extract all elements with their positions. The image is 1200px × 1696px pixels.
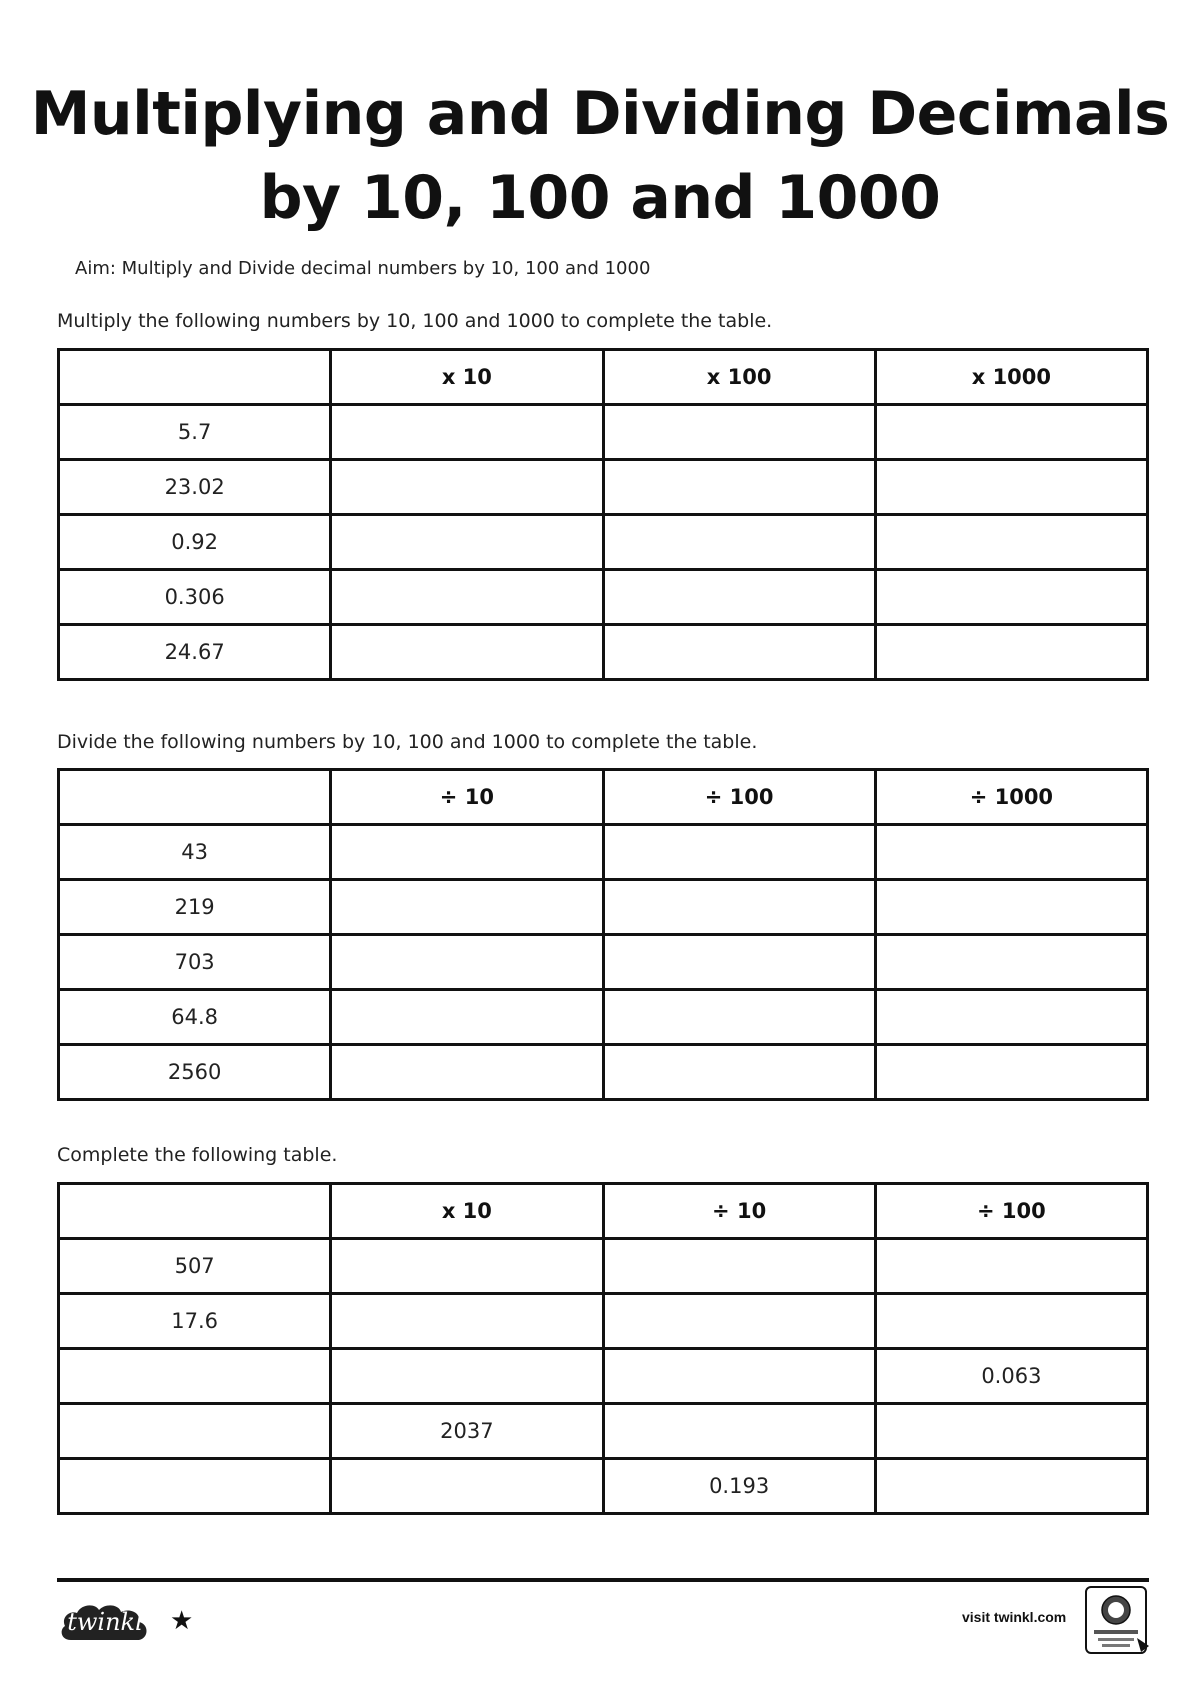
number-cell: 0.306 (59, 570, 331, 625)
number-cell: 64.8 (59, 990, 331, 1045)
header-cell: x 10 (331, 350, 603, 405)
section2-instruction: Divide the following numbers by 10, 100 and 1000 to complete the table. (57, 731, 758, 753)
answer-cell[interactable] (603, 935, 875, 990)
header-cell (59, 770, 331, 825)
answer-cell[interactable] (603, 515, 875, 570)
answer-cell[interactable] (875, 1239, 1147, 1294)
table-header-row (59, 350, 1148, 405)
answer-cell[interactable] (603, 1404, 875, 1459)
number-cell: 17.6 (59, 1294, 331, 1349)
table-row (59, 990, 1148, 1045)
twinkl-logo[interactable] (57, 1600, 153, 1646)
answer-cell[interactable] (331, 515, 603, 570)
answer-cell[interactable] (331, 1294, 603, 1349)
answer-cell[interactable] (875, 935, 1147, 990)
answer-cell[interactable] (875, 405, 1147, 460)
header-cell: x 100 (603, 350, 875, 405)
table-row (59, 405, 1148, 460)
number-cell: 23.02 (59, 460, 331, 515)
answer-cell[interactable] (331, 880, 603, 935)
quality-badge-icon (1085, 1586, 1151, 1654)
answer-cell[interactable] (875, 1294, 1147, 1349)
table-row (59, 625, 1148, 680)
answer-cell[interactable] (331, 1349, 603, 1404)
number-cell: 703 (59, 935, 331, 990)
table-header-row (59, 1184, 1148, 1239)
table-row (59, 880, 1148, 935)
answer-cell[interactable] (59, 1459, 331, 1514)
answer-cell[interactable] (331, 405, 603, 460)
answer-cell[interactable] (331, 990, 603, 1045)
header-cell: x 10 (331, 1184, 603, 1239)
table-header-row (59, 770, 1148, 825)
answer-cell[interactable] (875, 570, 1147, 625)
section3-instruction: Complete the following table. (57, 1144, 338, 1166)
number-cell: 0.92 (59, 515, 331, 570)
table-row (59, 1459, 1148, 1514)
answer-cell[interactable] (331, 570, 603, 625)
header-cell: ÷ 100 (875, 1184, 1147, 1239)
number-cell: 5.7 (59, 405, 331, 460)
section1-instruction: Multiply the following numbers by 10, 100 and 1000 to complete the table. (57, 310, 773, 332)
answer-cell[interactable] (331, 935, 603, 990)
answer-cell[interactable] (603, 1045, 875, 1100)
header-cell: ÷ 10 (603, 1184, 875, 1239)
header-cell: ÷ 10 (331, 770, 603, 825)
answer-cell[interactable] (331, 625, 603, 680)
header-cell: ÷ 100 (603, 770, 875, 825)
page-title (0, 72, 1200, 240)
answer-cell[interactable] (331, 1459, 603, 1514)
aim-text: Aim: Multiply and Divide decimal numbers by 10, 100 and 1000 (75, 258, 651, 279)
answer-cell[interactable] (603, 405, 875, 460)
answer-cell[interactable] (603, 570, 875, 625)
table-row (59, 825, 1148, 880)
answer-cell[interactable] (331, 825, 603, 880)
multiply-table (57, 348, 1149, 681)
answer-cell[interactable] (875, 880, 1147, 935)
divide-table (57, 768, 1149, 1101)
answer-cell[interactable] (331, 1239, 603, 1294)
table-row (59, 1239, 1148, 1294)
answer-cell[interactable] (603, 825, 875, 880)
answer-cell[interactable] (331, 460, 603, 515)
given-value-cell: 0.063 (875, 1349, 1147, 1404)
number-cell: 24.67 (59, 625, 331, 680)
answer-cell[interactable] (603, 1294, 875, 1349)
answer-cell[interactable] (875, 625, 1147, 680)
answer-cell[interactable] (875, 1404, 1147, 1459)
answer-cell[interactable] (59, 1404, 331, 1459)
answer-cell[interactable] (603, 1349, 875, 1404)
answer-cell[interactable] (875, 515, 1147, 570)
table-row (59, 1349, 1148, 1404)
answer-cell[interactable] (603, 625, 875, 680)
table-row (59, 460, 1148, 515)
table-row (59, 935, 1148, 990)
header-cell: ÷ 1000 (875, 770, 1147, 825)
given-value-cell: 0.193 (603, 1459, 875, 1514)
mixed-table (57, 1182, 1149, 1515)
answer-cell[interactable] (603, 990, 875, 1045)
star-icon[interactable]: ★ (170, 1606, 194, 1636)
table-row (59, 515, 1148, 570)
number-cell: 2560 (59, 1045, 331, 1100)
answer-cell[interactable] (59, 1349, 331, 1404)
logo-text: twinkl (67, 1608, 143, 1636)
title-line-2: by 10, 100 and 1000 (259, 163, 941, 233)
table-row (59, 1404, 1148, 1459)
answer-cell[interactable] (875, 825, 1147, 880)
answer-cell[interactable] (875, 990, 1147, 1045)
number-cell: 219 (59, 880, 331, 935)
table-row (59, 1045, 1148, 1100)
answer-cell[interactable] (331, 1045, 603, 1100)
visit-link[interactable]: visit twinkl.com (962, 1609, 1067, 1625)
number-cell: 507 (59, 1239, 331, 1294)
answer-cell[interactable] (603, 880, 875, 935)
given-value-cell: 2037 (331, 1404, 603, 1459)
table-row (59, 570, 1148, 625)
answer-cell[interactable] (603, 1239, 875, 1294)
header-cell (59, 1184, 331, 1239)
answer-cell[interactable] (603, 460, 875, 515)
number-cell: 43 (59, 825, 331, 880)
table-row (59, 1294, 1148, 1349)
footer-divider (57, 1578, 1149, 1582)
header-cell (59, 350, 331, 405)
answer-cell[interactable] (875, 1045, 1147, 1100)
header-cell: x 1000 (875, 350, 1147, 405)
answer-cell[interactable] (875, 1459, 1147, 1514)
title-line-1: Multiplying and Dividing Decimals (30, 79, 1170, 149)
answer-cell[interactable] (875, 460, 1147, 515)
